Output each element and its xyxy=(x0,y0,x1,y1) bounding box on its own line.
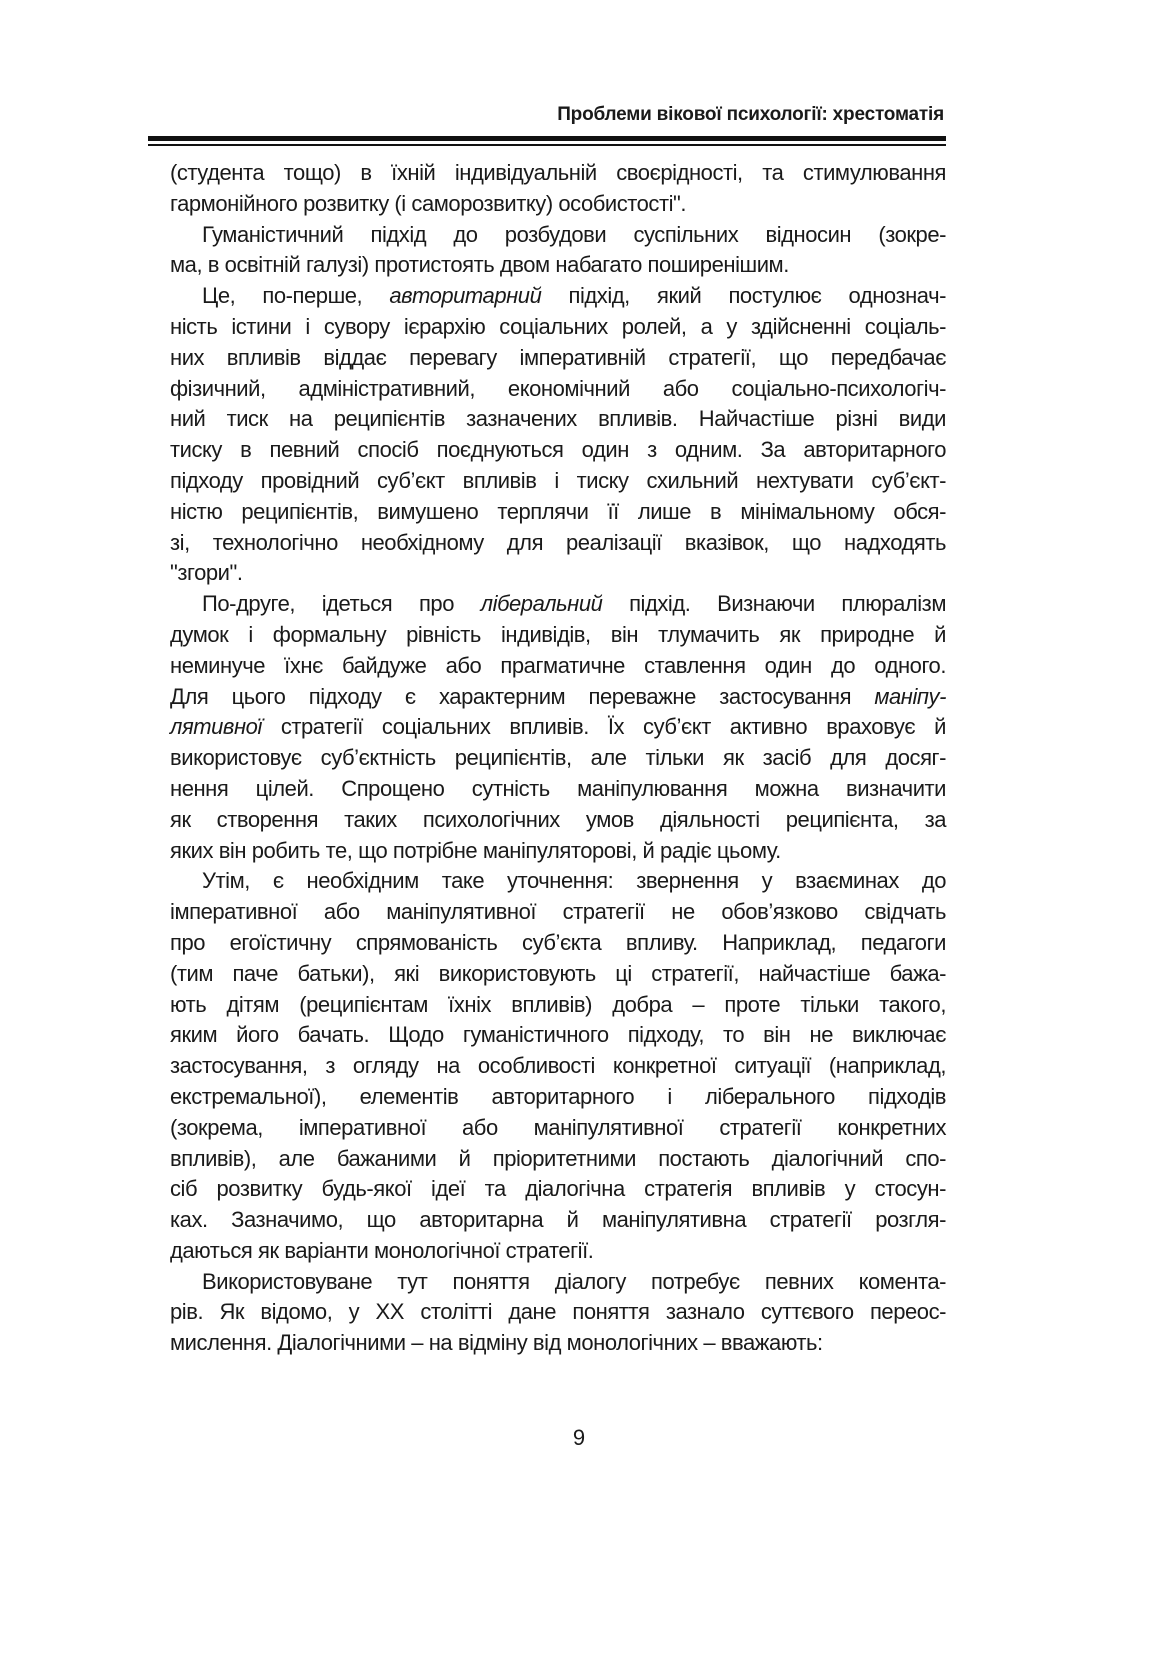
text-line: мислення. Діалогічними – на відміну від монологічних – вважають: xyxy=(170,1330,823,1356)
text-line: (зокрема, імперативної або маніпулятивної стратегії конкретних xyxy=(170,1114,946,1140)
text-line: нення цілей. Спрощено сутність маніпулювання можна визначити xyxy=(170,775,946,801)
paragraph xyxy=(170,158,946,220)
paragraph xyxy=(170,866,946,1266)
text-line: них впливів віддає перевагу імперативній стратегії, що передбачає xyxy=(170,344,946,370)
italic-term: лятивної xyxy=(170,714,262,740)
paragraph xyxy=(170,589,946,866)
header-rule-thin xyxy=(148,144,946,146)
italic-term: авторитарний xyxy=(389,283,542,309)
text-span: підхід. Визнаючи плюралізм xyxy=(602,591,946,617)
text-line: ність істини і сувору ієрархію соціальних ролей, а у здійсненні соціаль- xyxy=(170,313,946,339)
text-line: (студента тощо) в їхній індивідуальній своєрідності, та стимулювання xyxy=(170,160,946,185)
running-header: Проблеми вікової психології: хрестоматія xyxy=(557,104,944,125)
text-line: даються як варіанти монологічної стратегії. xyxy=(170,1237,594,1263)
text-span: стратегії соціальних впливів. Їх суб’єкт активно враховує й xyxy=(261,714,946,740)
text-line: тиску в певний спосіб поєднуються один з одним. За авторитарного xyxy=(170,437,946,463)
paragraph xyxy=(170,220,946,282)
text-line xyxy=(170,712,946,743)
text-line xyxy=(170,589,946,620)
text-line: неминуче їхнє байдуже або прагматичне ставлення один до одного. xyxy=(170,652,946,678)
text-span: підхід, який постулює однознач- xyxy=(541,283,946,309)
text-line: фізичний, адміністративний, економічний або соціально-психологіч- xyxy=(170,375,946,401)
header-rule-thick xyxy=(148,136,946,141)
text-line: підходу провідний суб’єкт впливів і тиску схильний нехтувати суб’єкт- xyxy=(170,467,946,493)
text-line: Гуманістичний підхід до розбудови суспільних відносин (зокре- xyxy=(202,221,946,247)
text-line: імперативної або маніпулятивної стратегії не обов’язково свідчать xyxy=(170,899,946,925)
text-line: яким його бачать. Щодо гуманістичного підходу, то він не виключає xyxy=(170,1022,946,1048)
text-line: зі, технологічно необхідному для реалізації вказівок, що надходять xyxy=(170,529,946,555)
page-body xyxy=(170,158,946,1359)
text-span: Для цього підходу є характерним переважне застосування xyxy=(170,683,875,709)
text-line: про егоїстичну спрямованість суб’єкта впливу. Наприклад, педагоги xyxy=(170,929,946,955)
text-line: гармонійного розвитку (і саморозвитку) особистості". xyxy=(170,190,687,216)
text-line: екстремальної), елементів авторитарного і ліберального підходів xyxy=(170,1083,946,1109)
text-line: застосування, з огляду на особливості конкретної ситуації (наприклад, xyxy=(170,1053,946,1079)
text-line xyxy=(170,682,946,713)
text-line: ний тиск на реципієнтів зазначених впливів. Найчастіше різні види xyxy=(170,406,946,432)
text-line: "згори". xyxy=(170,560,243,586)
page-number: 9 xyxy=(572,1425,586,1450)
text-line: ністю реципієнтів, вимушено терплячи її лише в мінімальному обся- xyxy=(170,498,946,524)
text-line: використовує суб’єктність реципієнтів, але тільки як засіб для досяг- xyxy=(170,745,946,771)
paragraph xyxy=(170,1267,946,1359)
text-line: рів. Як відомо, у ХХ столітті дане поняття зазнало суттєвого переос- xyxy=(170,1299,946,1325)
paragraph xyxy=(170,281,946,589)
text-line: сіб розвитку будь-якої ідеї та діалогічна стратегія впливів у стосун- xyxy=(170,1176,946,1202)
text-line xyxy=(170,281,946,312)
text-line: ках. Зазначимо, що авторитарна й маніпулятивна стратегії розгля- xyxy=(170,1207,946,1233)
text-line: впливів), але бажаними й пріоритетними постають діалогічний спо- xyxy=(170,1145,946,1171)
text-line: яких він робить те, що потрібне маніпуляторові, й радіє цьому. xyxy=(170,837,781,863)
italic-term: маніпу- xyxy=(874,683,946,709)
italic-term: ліберальний xyxy=(480,591,603,617)
text-span: По-друге, ідеться про xyxy=(202,591,481,617)
text-line: ма, в освітній галузі) протистоять двом набагато поширенішим. xyxy=(170,252,789,278)
text-line: (тим паче батьки), які використовують ці стратегії, найчастіше бажа- xyxy=(170,960,946,986)
text-line: ють дітям (реципієнтам їхніх впливів) добра – проте тільки такого, xyxy=(170,991,946,1017)
text-line: думок і формальну рівність індивідів, він тлумачить як природне й xyxy=(170,621,946,647)
text-span: Це, по-перше, xyxy=(202,283,390,309)
text-line: Утім, є необхідним таке уточнення: звернення у взаєминах до xyxy=(202,868,946,894)
text-line: Використовуване тут поняття діалогу потребує певних комента- xyxy=(202,1268,946,1294)
text-line: як створення таких психологічних умов діяльності реципієнта, за xyxy=(170,806,946,832)
